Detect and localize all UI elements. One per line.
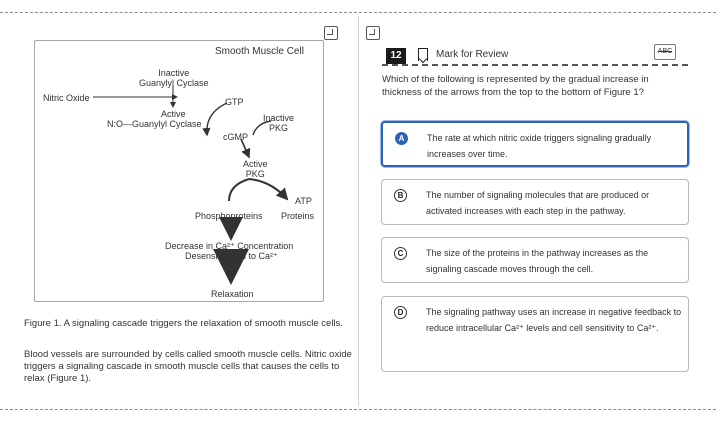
bottom-dashed-rule <box>0 409 716 410</box>
option-text: The signaling pathway uses an increase in negative feedback to reduce intracellular Ca²⁺ levels and cell sensitivity to Ca²⁺. <box>426 307 682 333</box>
answer-option-c[interactable] <box>381 237 689 283</box>
active-label: Active <box>161 109 186 119</box>
top-dashed-rule <box>0 12 716 13</box>
atp-arrow <box>249 179 287 199</box>
desensitization-label: Desensitization to Ca²⁺ <box>185 251 278 261</box>
inactive-guanylyl-label: Inactive Guanylyl Cyclase <box>139 68 209 88</box>
question-number: 12 <box>386 48 406 64</box>
figure-1 <box>34 40 324 302</box>
option-letter-badge: C <box>394 247 407 260</box>
option-letter-badge: D <box>394 306 407 319</box>
mark-for-review-button[interactable]: Mark for Review <box>436 49 509 60</box>
answer-option-a[interactable] <box>381 121 689 167</box>
figure-title: Smooth Muscle Cell <box>215 46 304 57</box>
nitric-oxide-label: Nitric Oxide <box>43 93 90 103</box>
active-pkg-label: Active PKG <box>243 159 268 179</box>
expand-left-pane-icon[interactable] <box>324 26 338 40</box>
relaxation-label: Relaxation <box>211 289 254 299</box>
cgmp-label: cGMP <box>223 132 249 142</box>
option-text: The size of the proteins in the pathway increases as the signaling cascade moves through the cell. <box>426 248 649 274</box>
figure-caption: Figure 1. A signaling cascade triggers the relaxation of smooth muscle cells. <box>24 318 343 329</box>
option-letter-badge: A <box>395 132 408 145</box>
option-text: The number of signaling molecules that are produced or activated increases with each step in the pathway. <box>426 190 650 216</box>
proteins-label: Proteins <box>281 211 315 221</box>
question-header-rule <box>382 64 688 66</box>
atp-label: ATP <box>295 196 312 206</box>
option-letter-badge: B <box>394 189 407 202</box>
gtp-cgmp-arrow <box>207 103 227 135</box>
phosphoproteins-label: Phosphoproteins <box>195 211 263 221</box>
inactive-pkg-label: Inactive PKG <box>263 113 295 133</box>
gtp-label: GTP <box>225 97 244 107</box>
decrease-ca-label: Decrease in Ca²⁺ Concentration <box>165 241 294 251</box>
no-guanylyl-label: N:O—Guanylyl Cyclase <box>107 119 202 129</box>
passage-text: Blood vessels are surrounded by cells called smooth muscle cells. Nitric oxide triggers a signaling cascade in smooth muscle cells that causes the cells to relax (Figure 1). <box>24 349 352 384</box>
bookmark-icon[interactable] <box>418 48 428 61</box>
question-text: Which of the following is represented by the gradual increase in thickness of the arrows from the top to the bottom of Figure 1? <box>382 74 649 98</box>
strikethrough-tool-button[interactable]: ABC <box>654 44 676 60</box>
expand-right-pane-icon[interactable] <box>366 26 380 40</box>
answer-option-d[interactable] <box>381 296 689 372</box>
pane-divider[interactable] <box>358 16 359 406</box>
phospho-arrow <box>229 179 249 201</box>
answer-option-b[interactable] <box>381 179 689 225</box>
option-text: The rate at which nitric oxide triggers signaling gradually increases over time. <box>427 133 652 159</box>
